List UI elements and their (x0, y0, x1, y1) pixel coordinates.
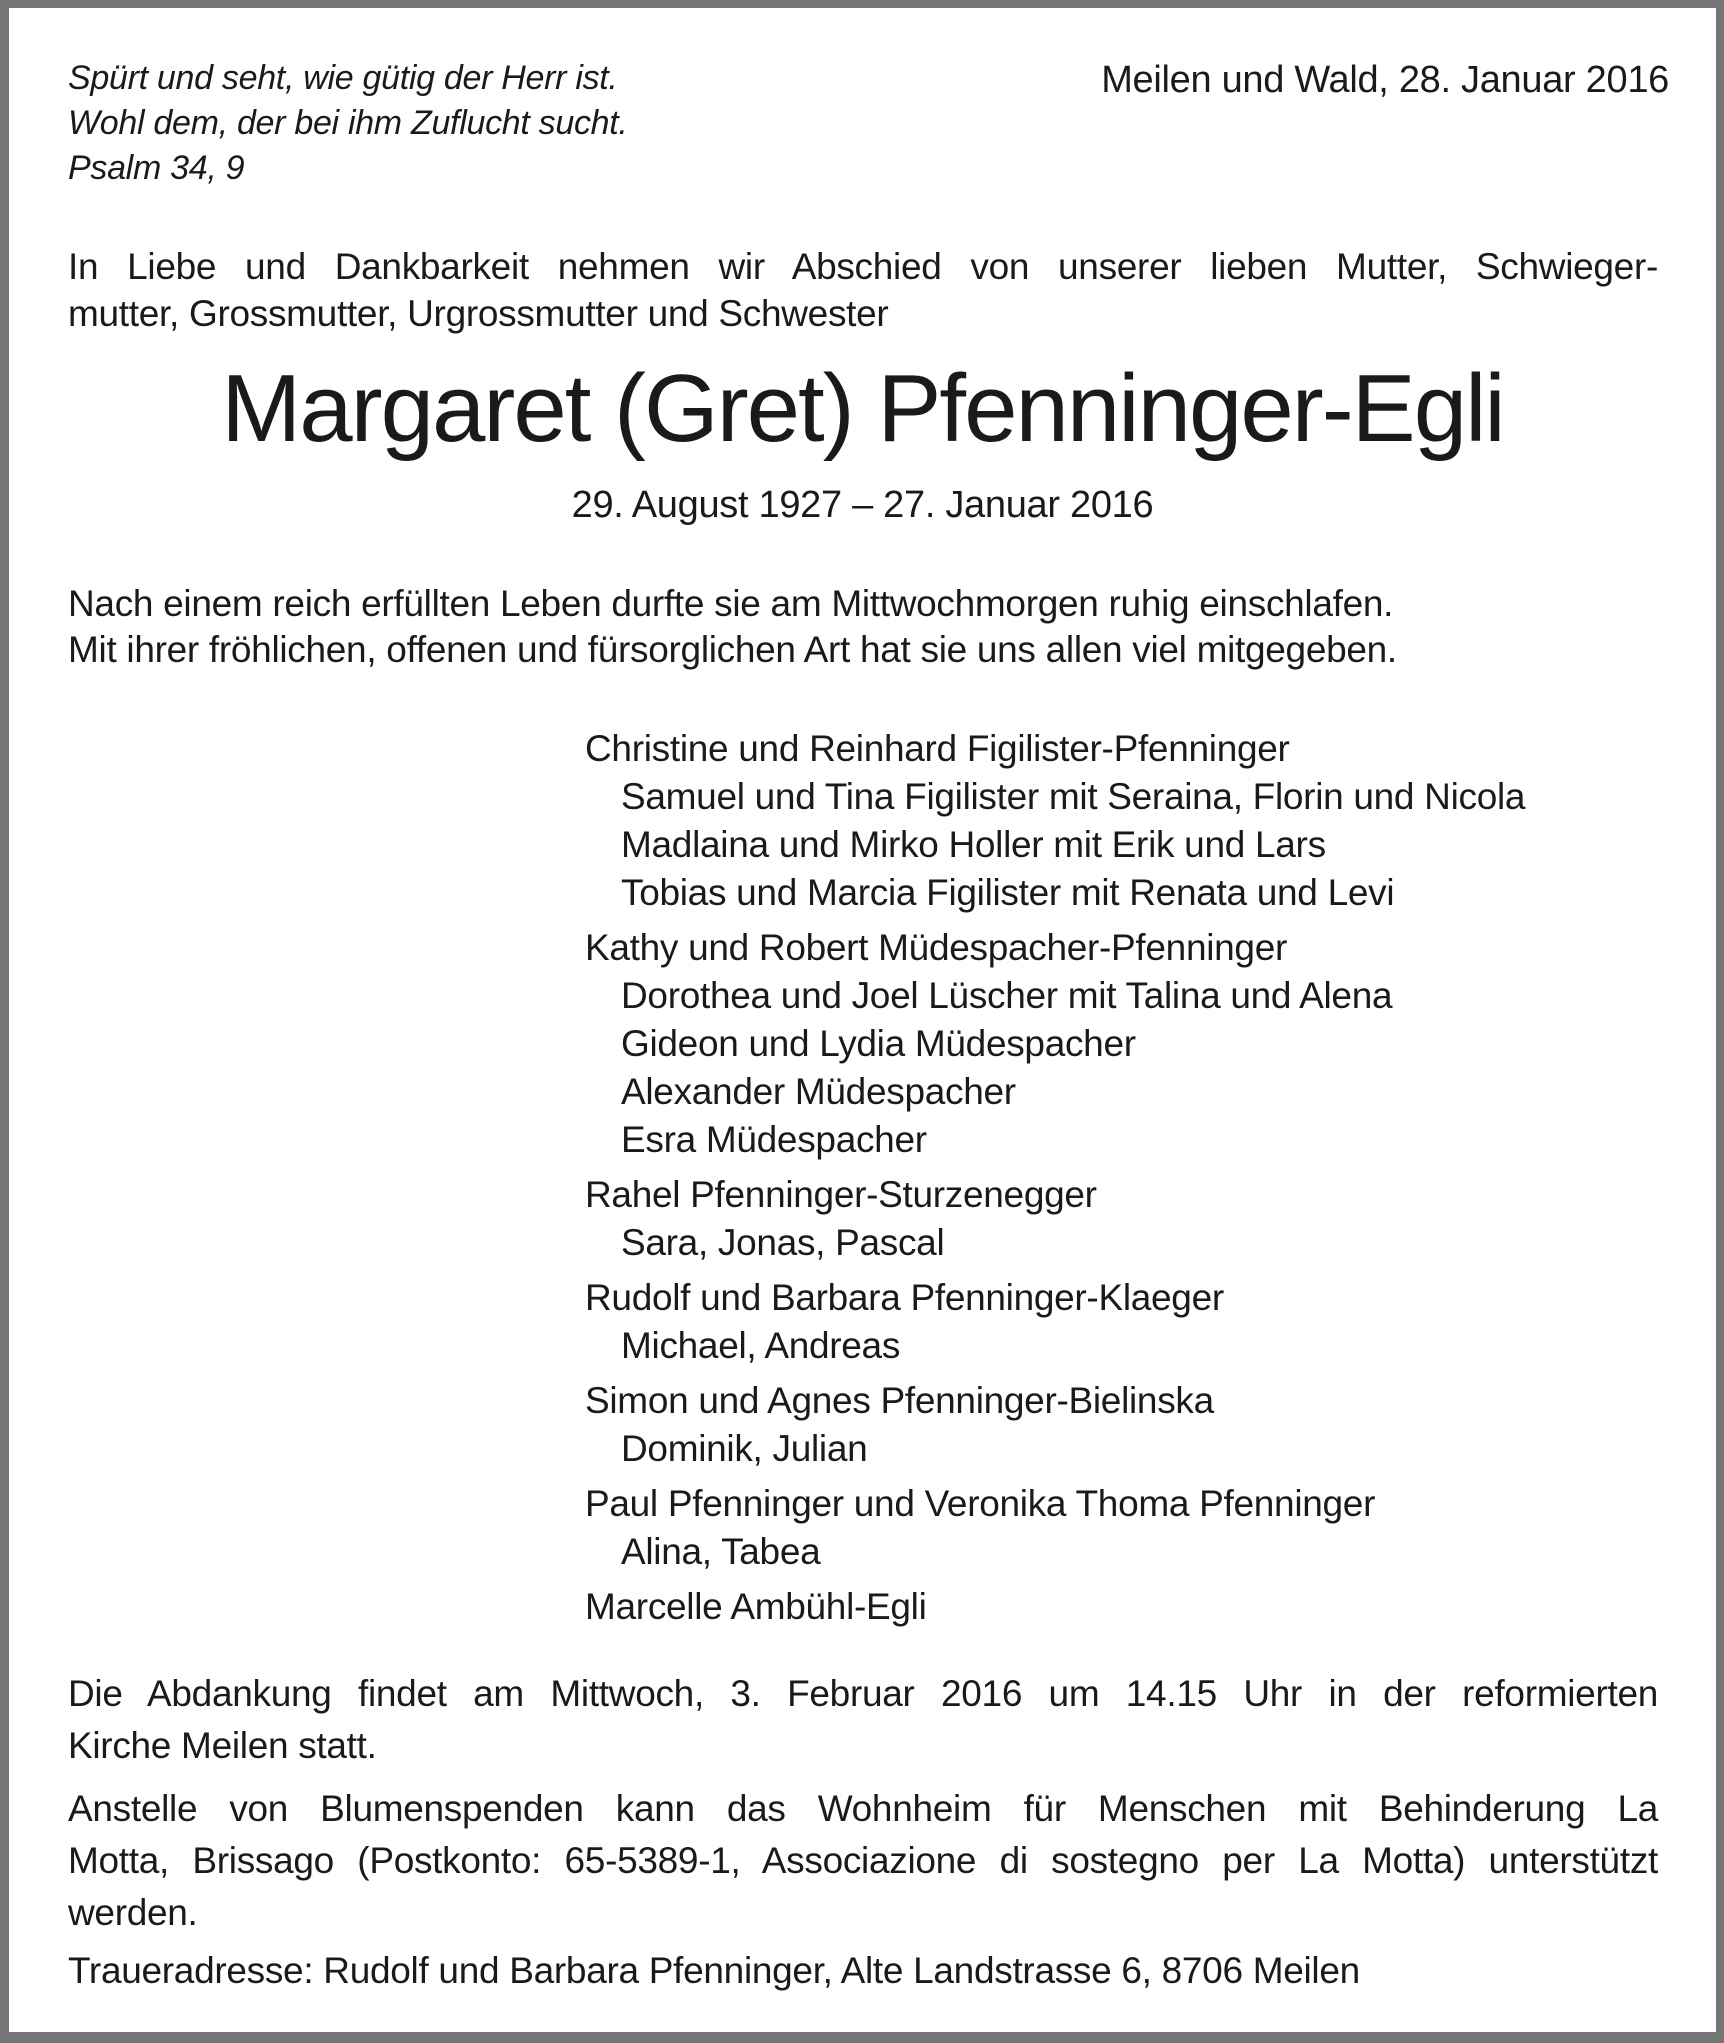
eulogy-paragraph (68, 581, 1658, 673)
quote-line-1: Spürt und seht, wie gütig der Herr ist. (68, 59, 618, 97)
donations-line-2: Motta, Brissago (Postkonto: 65-5389-1, Associazione di sostegno per La Motta) unterstützt (68, 1840, 1658, 1881)
quote-line-2: Wohl dem, der bei ihm Zuflucht sucht. (68, 104, 628, 142)
family-member-child: Michael, Andreas (621, 1325, 901, 1366)
family-member: Rahel Pfenninger-Sturzenegger (585, 1174, 1097, 1215)
deceased-name: Margaret (Gret) Pfenninger-Egli (221, 355, 1504, 462)
family-group (68, 924, 1658, 1164)
funeral-line-1: Die Abdankung findet am Mittwoch, 3. Februar 2016 um 14.15 Uhr in der reformierten (68, 1673, 1658, 1714)
funeral-line-2: Kirche Meilen statt. (68, 1725, 377, 1766)
donations-line-3: werden. (68, 1892, 198, 1933)
intro-line-1: In Liebe und Dankbarkeit nehmen wir Abschied von unserer lieben Mutter, Schwieger- (68, 246, 1658, 287)
place-and-date: Meilen und Wald, 28. Januar 2016 (1101, 59, 1669, 101)
family-member: Christine und Reinhard Figilister-Pfenninger (585, 728, 1290, 769)
donations-line-1: Anstelle von Blumenspenden kann das Wohnheim für Menschen mit Behinderung La (68, 1788, 1658, 1829)
family-group (68, 1480, 1658, 1576)
family-member-child: Esra Müdespacher (621, 1119, 927, 1160)
family-member-child: Dominik, Julian (621, 1428, 868, 1469)
family-list (68, 725, 1658, 1631)
family-member-child: Madlaina und Mirko Holler mit Erik und Lars (621, 824, 1326, 865)
family-group (68, 725, 1658, 917)
family-member-child: Alexander Müdespacher (621, 1071, 1016, 1112)
family-member: Rudolf und Barbara Pfenninger-Klaeger (585, 1277, 1224, 1318)
family-member-child: Gideon und Lydia Müdespacher (621, 1023, 1136, 1064)
family-member: Simon und Agnes Pfenninger-Bielinska (585, 1380, 1214, 1421)
family-member: Paul Pfenninger und Veronika Thoma Pfenninger (585, 1483, 1376, 1524)
eulogy-line-2: Mit ihrer fröhlichen, offenen und fürsorglichen Art hat sie uns allen viel mitgegeben. (68, 629, 1397, 670)
donations-paragraph (68, 1783, 1658, 1939)
family-member-child: Alina, Tabea (621, 1531, 821, 1572)
family-member-child: Tobias und Marcia Figilister mit Renata und Levi (621, 872, 1395, 913)
family-member: Marcelle Ambühl-Egli (585, 1586, 927, 1627)
intro-line-2: mutter, Grossmutter, Urgrossmutter und Schwester (68, 293, 889, 334)
family-member-child: Samuel und Tina Figilister mit Seraina, Florin und Nicola (621, 776, 1526, 817)
family-group (68, 1583, 1658, 1631)
funeral-paragraph (68, 1668, 1658, 1772)
intro-paragraph (68, 243, 1658, 337)
family-member-child: Dorothea und Joel Lüscher mit Talina und Alena (621, 975, 1393, 1016)
mourning-address: Traueradresse: Rudolf und Barbara Pfenninger, Alte Landstrasse 6, 8706 Meilen (68, 1950, 1360, 1991)
life-dates: 29. August 1927 – 27. Januar 2016 (571, 484, 1154, 526)
obituary-content (9, 8, 1716, 2032)
family-group (68, 1274, 1658, 1370)
eulogy-line-1: Nach einem reich erfüllten Leben durfte sie am Mittwochmorgen ruhig einschlafen. (68, 583, 1394, 624)
family-member: Kathy und Robert Müdespacher-Pfenninger (585, 927, 1288, 968)
family-member-child: Sara, Jonas, Pascal (621, 1222, 945, 1263)
family-group (68, 1171, 1658, 1267)
quote-source: Psalm 34, 9 (68, 149, 245, 187)
family-group (68, 1377, 1658, 1473)
